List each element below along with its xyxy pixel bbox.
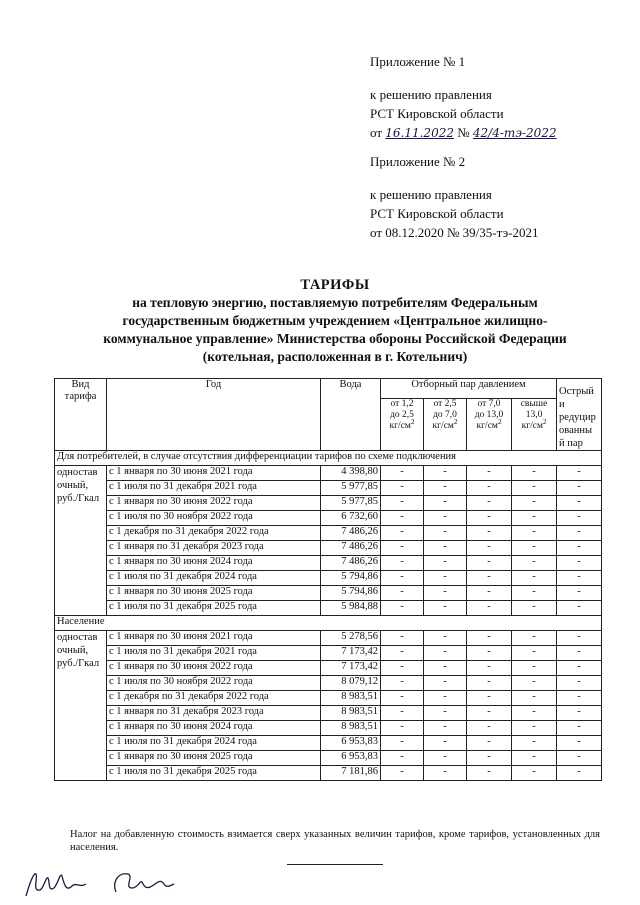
- steam-3-cell: -: [467, 556, 512, 571]
- steam-4-cell: -: [512, 706, 557, 721]
- title-line-2: государственным бюджетным учреждением «Центральное жилищно-: [122, 313, 548, 328]
- table-row: [55, 571, 602, 586]
- appendix-1-line1: к решению правления: [370, 87, 492, 102]
- water-value-cell: 7 486,26: [321, 541, 381, 556]
- header-water: Вода: [321, 379, 381, 451]
- water-value-cell: 6 953,83: [321, 751, 381, 766]
- sharp-steam-cell: -: [557, 511, 602, 526]
- table-row: [55, 631, 602, 646]
- steam-3-cell: -: [467, 766, 512, 781]
- header-sharp-line3: редуцир: [559, 412, 596, 423]
- category-row: [55, 616, 602, 631]
- appendix-1-number-handwritten: 42/4-тэ-2022: [472, 126, 557, 140]
- signature-2: [115, 874, 174, 892]
- steam-4-cell: -: [512, 586, 557, 601]
- period-cell: с 1 января по 31 декабря 2023 года: [107, 541, 321, 556]
- steam-2-cell: -: [424, 511, 467, 526]
- title-line-3: коммунальное управление» Министерства обороны Российской Федерации: [103, 331, 567, 346]
- tariff-type-cell: [55, 466, 107, 616]
- steam-3-cell: -: [467, 541, 512, 556]
- header-steam-3-line1: от 7,0: [477, 398, 501, 409]
- steam-4-cell: -: [512, 766, 557, 781]
- water-value-cell: 5 977,85: [321, 496, 381, 511]
- period-cell: с 1 января по 30 июня 2025 года: [107, 751, 321, 766]
- sharp-steam-cell: -: [557, 706, 602, 721]
- vat-footnote: Налог на добавленную стоимость взимается сверх указанных величин тарифов, кроме тарифов, установленных для населения.: [70, 829, 600, 853]
- appendix-1-number-prefix: №: [457, 125, 470, 140]
- table-row: [55, 661, 602, 676]
- steam-1-cell: -: [381, 571, 424, 586]
- table-row: [55, 556, 602, 571]
- period-cell: с 1 января по 30 июня 2025 года: [107, 586, 321, 601]
- steam-4-cell: -: [512, 571, 557, 586]
- steam-4-cell: -: [512, 601, 557, 616]
- header-steam-1: [381, 398, 424, 450]
- appendix-1-date-line: [370, 123, 557, 143]
- water-value-cell: 7 173,42: [321, 646, 381, 661]
- header-type-line2: тарифа: [64, 391, 97, 402]
- sharp-steam-cell: -: [557, 586, 602, 601]
- table-row: [55, 676, 602, 691]
- steam-1-cell: -: [381, 541, 424, 556]
- header-steam-group: Отборный пар давлением: [381, 379, 557, 399]
- steam-4-cell: -: [512, 646, 557, 661]
- period-cell: с 1 июля по 31 декабря 2021 года: [107, 646, 321, 661]
- water-value-cell: 8 079,12: [321, 676, 381, 691]
- steam-1-cell: -: [381, 751, 424, 766]
- category-row: [55, 451, 602, 466]
- water-value-cell: 5 794,86: [321, 571, 381, 586]
- header-steam-4-line1: свыше: [520, 398, 548, 409]
- period-cell: с 1 июля по 31 декабря 2024 года: [107, 571, 321, 586]
- header-type-line1: Вид: [71, 379, 90, 390]
- table-row: [55, 766, 602, 781]
- steam-2-cell: -: [424, 526, 467, 541]
- sharp-steam-cell: -: [557, 571, 602, 586]
- steam-3-cell: -: [467, 511, 512, 526]
- steam-1-cell: -: [381, 721, 424, 736]
- steam-1-cell: -: [381, 496, 424, 511]
- water-value-cell: 7 173,42: [321, 661, 381, 676]
- period-cell: с 1 июля по 31 декабря 2025 года: [107, 766, 321, 781]
- title-line-1: на тепловую энергию, поставляемую потребителям Федеральным: [132, 295, 538, 310]
- header-steam-2-unit: [426, 417, 464, 432]
- water-value-cell: 7 181,86: [321, 766, 381, 781]
- table-row: [55, 511, 602, 526]
- steam-3-cell: -: [467, 631, 512, 646]
- appendix-1-from-prefix: от: [370, 125, 383, 140]
- sharp-steam-cell: -: [557, 526, 602, 541]
- steam-1-cell: -: [381, 556, 424, 571]
- appendix-2-line2: РСТ Кировской области: [370, 206, 504, 221]
- period-cell: с 1 января по 30 июня 2022 года: [107, 661, 321, 676]
- period-cell: с 1 января по 30 июня 2024 года: [107, 721, 321, 736]
- steam-2-cell: -: [424, 631, 467, 646]
- document-title: [40, 276, 630, 366]
- header-steam-4-line2: 13,0: [525, 409, 543, 420]
- steam-3-cell: -: [467, 706, 512, 721]
- table-row: [55, 736, 602, 751]
- water-value-cell: 8 983,51: [321, 721, 381, 736]
- unit-text: кг/см: [521, 420, 543, 431]
- table-row: [55, 706, 602, 721]
- sharp-steam-cell: -: [557, 541, 602, 556]
- header-sharp-line4: ованны: [559, 425, 593, 436]
- period-cell: с 1 июля по 31 декабря 2024 года: [107, 736, 321, 751]
- category-label: Для потребителей, в случае отсутствия дифференциации тарифов по схеме подключения: [55, 451, 602, 466]
- steam-3-cell: -: [467, 601, 512, 616]
- steam-2-cell: -: [424, 736, 467, 751]
- period-cell: с 1 июля по 31 декабря 2021 года: [107, 481, 321, 496]
- steam-2-cell: -: [424, 601, 467, 616]
- steam-4-cell: -: [512, 736, 557, 751]
- tariff-type-cell: [55, 631, 107, 781]
- steam-1-cell: -: [381, 691, 424, 706]
- unit-text: кг/см: [432, 420, 454, 431]
- period-cell: с 1 января по 30 июня 2021 года: [107, 631, 321, 646]
- header-sharp-line5: й пар: [559, 438, 583, 449]
- appendix-1-date-handwritten: 16.11.2022: [385, 126, 454, 140]
- header-sharp-line1: Острый: [559, 386, 594, 397]
- sharp-steam-cell: -: [557, 721, 602, 736]
- table-row: [55, 541, 602, 556]
- appendix-1-header: [370, 52, 557, 143]
- steam-3-cell: -: [467, 496, 512, 511]
- category-label: Население: [55, 616, 602, 631]
- water-value-cell: 6 732,60: [321, 511, 381, 526]
- sharp-steam-cell: -: [557, 751, 602, 766]
- steam-4-cell: -: [512, 466, 557, 481]
- header-steam-3: [467, 398, 512, 450]
- steam-1-cell: -: [381, 766, 424, 781]
- header-steam-3-line2: до 13,0: [474, 409, 504, 420]
- steam-2-cell: -: [424, 661, 467, 676]
- table-row: [55, 481, 602, 496]
- header-period: Год: [107, 379, 321, 451]
- water-value-cell: 8 983,51: [321, 691, 381, 706]
- steam-3-cell: -: [467, 571, 512, 586]
- tariff-type-line-2: очный,: [57, 480, 89, 491]
- steam-4-cell: -: [512, 526, 557, 541]
- steam-3-cell: -: [467, 586, 512, 601]
- steam-2-cell: -: [424, 691, 467, 706]
- steam-4-cell: -: [512, 496, 557, 511]
- steam-3-cell: -: [467, 691, 512, 706]
- steam-4-cell: -: [512, 481, 557, 496]
- sharp-steam-cell: -: [557, 496, 602, 511]
- header-steam-4-unit: [514, 417, 554, 432]
- appendix-2-line3: от 08.12.2020 № 39/35-тэ-2021: [370, 225, 539, 240]
- steam-4-cell: -: [512, 721, 557, 736]
- steam-2-cell: -: [424, 751, 467, 766]
- sharp-steam-cell: -: [557, 736, 602, 751]
- table-row: [55, 586, 602, 601]
- steam-1-cell: -: [381, 706, 424, 721]
- tariffs-table: [54, 378, 602, 781]
- steam-3-cell: -: [467, 676, 512, 691]
- appendix-1-line2: РСТ Кировской области: [370, 106, 504, 121]
- water-value-cell: 5 984,88: [321, 601, 381, 616]
- period-cell: с 1 июля по 30 ноября 2022 года: [107, 511, 321, 526]
- steam-4-cell: -: [512, 631, 557, 646]
- unit-sup: 2: [497, 417, 502, 426]
- steam-2-cell: -: [424, 541, 467, 556]
- appendix-2-header: [370, 152, 539, 242]
- water-value-cell: 6 953,83: [321, 736, 381, 751]
- sharp-steam-cell: -: [557, 676, 602, 691]
- steam-3-cell: -: [467, 526, 512, 541]
- steam-1-cell: -: [381, 601, 424, 616]
- steam-1-cell: -: [381, 736, 424, 751]
- steam-1-cell: -: [381, 526, 424, 541]
- title-heading: ТАРИФЫ: [300, 277, 370, 293]
- steam-2-cell: -: [424, 766, 467, 781]
- sharp-steam-cell: -: [557, 646, 602, 661]
- table-row: [55, 466, 602, 481]
- steam-2-cell: -: [424, 721, 467, 736]
- steam-2-cell: -: [424, 556, 467, 571]
- header-steam-4: [512, 398, 557, 450]
- table-row: [55, 601, 602, 616]
- steam-2-cell: -: [424, 466, 467, 481]
- sharp-steam-cell: -: [557, 661, 602, 676]
- period-cell: с 1 декабря по 31 декабря 2022 года: [107, 691, 321, 706]
- sharp-steam-cell: -: [557, 766, 602, 781]
- steam-3-cell: -: [467, 751, 512, 766]
- table-row: [55, 646, 602, 661]
- header-sharp-line2: и: [559, 399, 565, 410]
- steam-2-cell: -: [424, 481, 467, 496]
- steam-2-cell: -: [424, 571, 467, 586]
- period-cell: с 1 июля по 30 ноября 2022 года: [107, 676, 321, 691]
- table-row: [55, 496, 602, 511]
- sharp-steam-cell: -: [557, 556, 602, 571]
- unit-text: кг/см: [476, 420, 498, 431]
- sharp-steam-cell: -: [557, 601, 602, 616]
- appendix-1-title: Приложение № 1: [370, 54, 466, 69]
- appendix-2-title: Приложение № 2: [370, 154, 466, 169]
- header-steam-2-line1: от 2,5: [433, 398, 457, 409]
- period-cell: с 1 июля по 31 декабря 2025 года: [107, 601, 321, 616]
- table-row: [55, 721, 602, 736]
- steam-2-cell: -: [424, 706, 467, 721]
- header-steam-2: [424, 398, 467, 450]
- header-sharp-steam: [557, 379, 602, 451]
- signatures: [20, 862, 200, 902]
- unit-sup: 2: [453, 417, 458, 426]
- steam-3-cell: -: [467, 736, 512, 751]
- header-steam-2-line2: до 7,0: [433, 409, 457, 420]
- water-value-cell: 7 486,26: [321, 556, 381, 571]
- separator-line: [287, 864, 383, 865]
- tariff-type-line-2: очный,: [57, 645, 89, 656]
- sharp-steam-cell: -: [557, 466, 602, 481]
- sharp-steam-cell: -: [557, 631, 602, 646]
- water-value-cell: 4 398,80: [321, 466, 381, 481]
- tariff-type-line-1: одностав: [57, 467, 98, 478]
- steam-3-cell: -: [467, 721, 512, 736]
- tariff-type-line-3: руб./Гкал: [57, 493, 100, 504]
- appendix-2-line1: к решению правления: [370, 187, 492, 202]
- sharp-steam-cell: -: [557, 691, 602, 706]
- period-cell: с 1 января по 31 декабря 2023 года: [107, 706, 321, 721]
- steam-2-cell: -: [424, 496, 467, 511]
- period-cell: с 1 января по 30 июня 2021 года: [107, 466, 321, 481]
- steam-1-cell: -: [381, 631, 424, 646]
- steam-4-cell: -: [512, 751, 557, 766]
- header-steam-3-unit: [469, 417, 509, 432]
- steam-1-cell: -: [381, 586, 424, 601]
- steam-4-cell: -: [512, 541, 557, 556]
- unit-sup: 2: [542, 417, 547, 426]
- water-value-cell: 5 278,56: [321, 631, 381, 646]
- steam-1-cell: -: [381, 646, 424, 661]
- tariffs-table-body: [55, 451, 602, 781]
- title-line-4: (котельная, расположенная в г. Котельнич): [202, 349, 468, 364]
- steam-2-cell: -: [424, 646, 467, 661]
- steam-4-cell: -: [512, 676, 557, 691]
- steam-3-cell: -: [467, 661, 512, 676]
- table-row: [55, 691, 602, 706]
- steam-3-cell: -: [467, 466, 512, 481]
- header-steam-1-line2: до 2,5: [390, 409, 414, 420]
- steam-1-cell: -: [381, 466, 424, 481]
- water-value-cell: 7 486,26: [321, 526, 381, 541]
- water-value-cell: 8 983,51: [321, 706, 381, 721]
- steam-2-cell: -: [424, 586, 467, 601]
- steam-1-cell: -: [381, 511, 424, 526]
- tariff-type-line-3: руб./Гкал: [57, 658, 100, 669]
- unit-text: кг/см: [389, 420, 411, 431]
- header-steam-1-line1: от 1,2: [390, 398, 414, 409]
- steam-1-cell: -: [381, 676, 424, 691]
- steam-3-cell: -: [467, 481, 512, 496]
- period-cell: с 1 декабря по 31 декабря 2022 года: [107, 526, 321, 541]
- header-type: [55, 379, 107, 451]
- steam-1-cell: -: [381, 661, 424, 676]
- header-steam-1-unit: [383, 417, 421, 432]
- steam-1-cell: -: [381, 481, 424, 496]
- table-row: [55, 526, 602, 541]
- steam-4-cell: -: [512, 511, 557, 526]
- unit-sup: 2: [410, 417, 415, 426]
- water-value-cell: 5 977,85: [321, 481, 381, 496]
- steam-4-cell: -: [512, 556, 557, 571]
- steam-3-cell: -: [467, 646, 512, 661]
- steam-4-cell: -: [512, 661, 557, 676]
- sharp-steam-cell: -: [557, 481, 602, 496]
- table-row: [55, 751, 602, 766]
- period-cell: с 1 января по 30 июня 2024 года: [107, 556, 321, 571]
- steam-4-cell: -: [512, 691, 557, 706]
- period-cell: с 1 января по 30 июня 2022 года: [107, 496, 321, 511]
- water-value-cell: 5 794,86: [321, 586, 381, 601]
- steam-2-cell: -: [424, 676, 467, 691]
- tariff-type-line-1: одностав: [57, 632, 98, 643]
- signature-1: [26, 874, 86, 896]
